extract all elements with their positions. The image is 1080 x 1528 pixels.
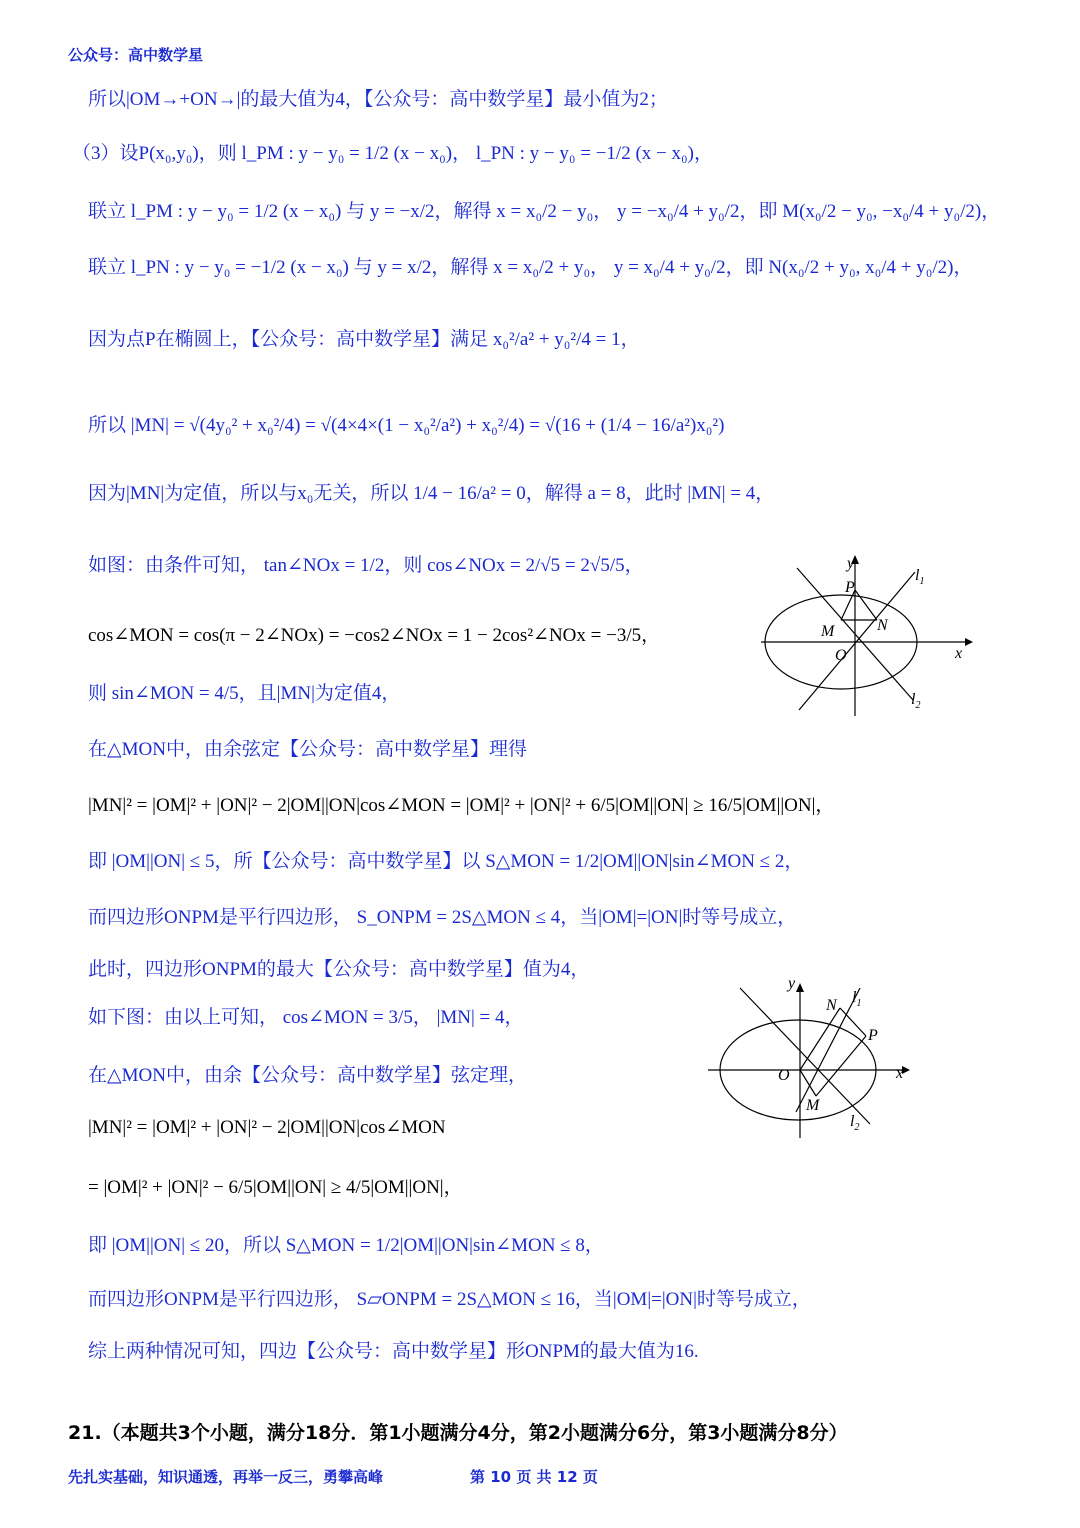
line-l1-label: $l_1$ [852, 989, 862, 1009]
point-n-label: N [877, 617, 888, 634]
point-p-label: P [845, 579, 855, 596]
text-line: 因为|MN|为定值，所以与x₀无关，所以 1/4 − 16/a² = 0，解得 a = 8，此时 |MN| = 4， [88, 483, 775, 504]
point-m-label: M [806, 1097, 820, 1114]
origin-label: O [778, 1067, 790, 1084]
point-n-label: N [826, 997, 837, 1014]
ellipse-figure-1 [755, 550, 985, 720]
text-line: |MN|² = |OM|² + |ON|² − 2|OM||ON|cos∠MON = |OM|² + |ON|² + 6/5|OM||ON| ≥ 16/5|OM||ON|， [88, 795, 835, 816]
text-line: 在△MON中，由余弦定【公众号：高中数学星】理得 [88, 739, 527, 760]
text-line: 因为点P在椭圆上，【公众号：高中数学星】满足 x₀²/a² + y₀²/4 = 1， [88, 329, 640, 350]
text-line: |MN|² = |OM|² + |ON|² − 2|OM||ON|cos∠MON [88, 1117, 446, 1138]
point-p-label: P [868, 1027, 878, 1044]
text-line: 如图：由条件可知， tan∠NOx = 1/2，则 cos∠NOx = 2/√5 = 2√5/5， [88, 555, 644, 576]
line-l2-label: $l_2$ [850, 1113, 860, 1133]
text-line: 而四边形ONPM是平行四边形， S▱ONPM = 2S△MON ≤ 16，当|OM|=|ON|时等号成立， [88, 1289, 811, 1310]
text-line: cos∠MON = cos(π − 2∠NOx) = −cos2∠NOx = 1 − 2cos²∠NOx = −3/5， [88, 625, 661, 646]
question-21-heading: 21.（本题共3个小题，满分18分．第1小题满分4分，第2小题满分6分，第3小题满分8分） [68, 1422, 848, 1444]
text-line: 即 |OM||ON| ≤ 5，所【公众号：高中数学星】以 S△MON = 1/2|OM||ON|sin∠MON ≤ 2， [88, 851, 804, 872]
text-line: 而四边形ONPM是平行四边形， S_ONPM = 2S△MON ≤ 4，当|OM|=|ON|时等号成立， [88, 907, 797, 928]
text-line: 即 |OM||ON| ≤ 20，所以 S△MON = 1/2|OM||ON|sin∠MON ≤ 8， [88, 1235, 604, 1256]
text-line: 所以 |MN| = √(4y₀² + x₀²/4) = √(4×4×(1 − x₀²/a²) + x₀²/4) = √(16 + (1/4 − 16/a²)x₀²) [88, 415, 725, 436]
line-l1-label: $l_1$ [915, 567, 925, 587]
footer-motto: 先扎实基础，知识通透，再举一反三，勇攀高峰 [68, 1468, 384, 1486]
origin-label: O [835, 647, 847, 664]
point-m-label: M [821, 623, 835, 640]
y-axis-label: y [847, 555, 855, 572]
text-line: 在△MON中，由余【公众号：高中数学星】弦定理， [88, 1065, 527, 1086]
y-axis-label: y [788, 975, 796, 992]
text-line: = |OM|² + |ON|² − 6/5|OM||ON| ≥ 4/5|OM||ON|， [88, 1177, 463, 1198]
x-axis-label: x [896, 1065, 904, 1082]
ellipse-figure-2 [700, 972, 930, 1142]
x-axis-label: x [955, 645, 963, 662]
text-line: 联立 l_PN : y − y₀ = −1/2 (x − x₀) 与 y = x/2，解得 x = x₀/2 + y₀， y = x₀/4 + y₀/2，即 N(x₀/2 + y₀, x₀/4 + y₀/2)， [88, 257, 973, 278]
text-line: 联立 l_PM : y − y₀ = 1/2 (x − x₀) 与 y = −x/2，解得 x = x₀/2 − y₀， y = −x₀/4 + y₀/2，即 M(x₀/2 − y₀, −x₀/4 + y₀/2)， [88, 201, 1001, 222]
text-line: 如下图：由以上可知， cos∠MON = 3/5， |MN| = 4， [88, 1007, 524, 1028]
text-line: 则 sin∠MON = 4/5，且|MN|为定值4， [88, 683, 401, 704]
footer-page-number: 第 10 页 共 12 页 [470, 1468, 598, 1486]
text-line: （3）设P(x₀,y₀)，则 l_PM : y − y₀ = 1/2 (x − x₀)， l_PN : y − y₀ = −1/2 (x − x₀)， [72, 143, 713, 164]
text-line: 所以|OM→+ON→|的最大值为4，【公众号：高中数学星】最小值为2； [88, 89, 668, 110]
text-line: 综上两种情况可知，四边【公众号：高中数学星】形ONPM的最大值为16. [88, 1341, 699, 1362]
line-l2-label: $l_2$ [911, 691, 921, 711]
page-header: 公众号：高中数学星 [68, 46, 204, 64]
text-line: 此时，四边形ONPM的最大【公众号：高中数学星】值为4， [88, 959, 590, 980]
